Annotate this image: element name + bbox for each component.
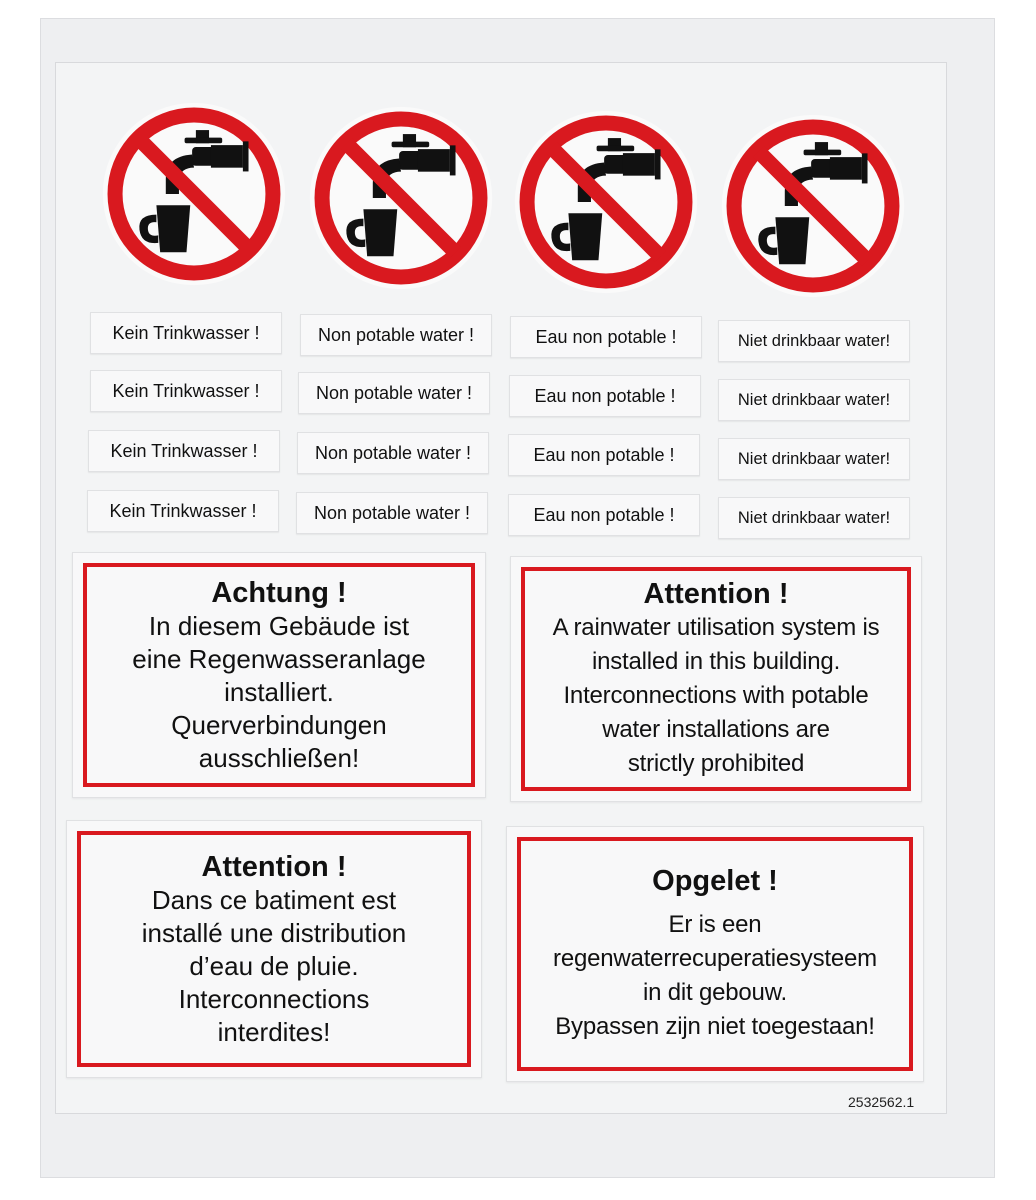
- notice-line: regenwaterrecuperatiesysteem: [553, 945, 877, 972]
- no-drinking-water-sign: [307, 104, 495, 292]
- no-drinking-water-icon: [719, 112, 907, 300]
- no-drinking-water-sign: [100, 100, 288, 288]
- label-german: Kein Trinkwasser !: [90, 312, 282, 354]
- no-drinking-water-icon: [512, 108, 700, 296]
- label-english: Non potable water !: [296, 492, 488, 534]
- notice-dutch: [506, 826, 924, 1082]
- label-english: Non potable water !: [297, 432, 489, 474]
- label-german: Kein Trinkwasser !: [88, 430, 280, 472]
- notice-line: A rainwater utilisation system is: [552, 614, 880, 641]
- notice-line: d’eau de pluie.: [189, 950, 359, 981]
- label-french: Eau non potable !: [508, 434, 700, 476]
- notice-line: In diesem Gebäude ist: [148, 610, 410, 641]
- notice-line: water installations are: [602, 716, 830, 743]
- label-english: Non potable water !: [298, 372, 490, 414]
- notice-title: Achtung !: [211, 576, 347, 609]
- label-german: Kein Trinkwasser !: [87, 490, 279, 532]
- notice-frame: [521, 567, 911, 791]
- label-english: Non potable water !: [300, 314, 492, 356]
- label-french: Eau non potable !: [509, 375, 701, 417]
- label-french: Eau non potable !: [508, 494, 700, 536]
- notice-line: installiert.: [224, 676, 334, 707]
- notice-line: strictly prohibited: [627, 750, 805, 777]
- label-dutch: Niet drinkbaar water!: [718, 497, 910, 539]
- notice-line: interdites!: [217, 1016, 331, 1047]
- notice-line: installé une distribution: [141, 917, 407, 948]
- notice-french: [66, 820, 482, 1078]
- no-drinking-water-icon: [307, 104, 495, 292]
- label-dutch: Niet drinkbaar water!: [718, 438, 910, 480]
- notice-frame: [83, 563, 475, 787]
- label-dutch: Niet drinkbaar water!: [718, 379, 910, 421]
- notice-line: installed in this building.: [591, 648, 841, 675]
- product-code: 2532562.1: [848, 1094, 915, 1110]
- no-drinking-water-sign: [512, 108, 700, 296]
- notice-frame: [77, 831, 471, 1067]
- notice-line: Bypassen zijn niet toegestaan!: [555, 1013, 875, 1040]
- notice-title: Attention !: [201, 850, 347, 883]
- label-french: Eau non potable !: [510, 316, 702, 358]
- label-german: Kein Trinkwasser !: [90, 370, 282, 412]
- notice-english: [510, 556, 922, 802]
- notice-german: [72, 552, 486, 798]
- notice-line: Er is een: [668, 911, 762, 938]
- notice-title: Attention !: [643, 578, 789, 610]
- notice-line: Interconnections with potable: [563, 682, 869, 709]
- notice-line: eine Regenwasseranlage: [132, 643, 426, 674]
- notice-frame: [517, 837, 913, 1071]
- notice-line: ausschließen!: [198, 742, 360, 773]
- notice-title: Opgelet !: [652, 865, 778, 897]
- notice-line: Dans ce batiment est: [151, 884, 397, 915]
- no-drinking-water-icon: [100, 100, 288, 288]
- notice-line: Querverbindungen: [171, 709, 387, 740]
- notice-line: in dit gebouw.: [643, 979, 787, 1006]
- label-dutch: Niet drinkbaar water!: [718, 320, 910, 362]
- no-drinking-water-sign: [719, 112, 907, 300]
- notice-line: Interconnections: [178, 983, 370, 1014]
